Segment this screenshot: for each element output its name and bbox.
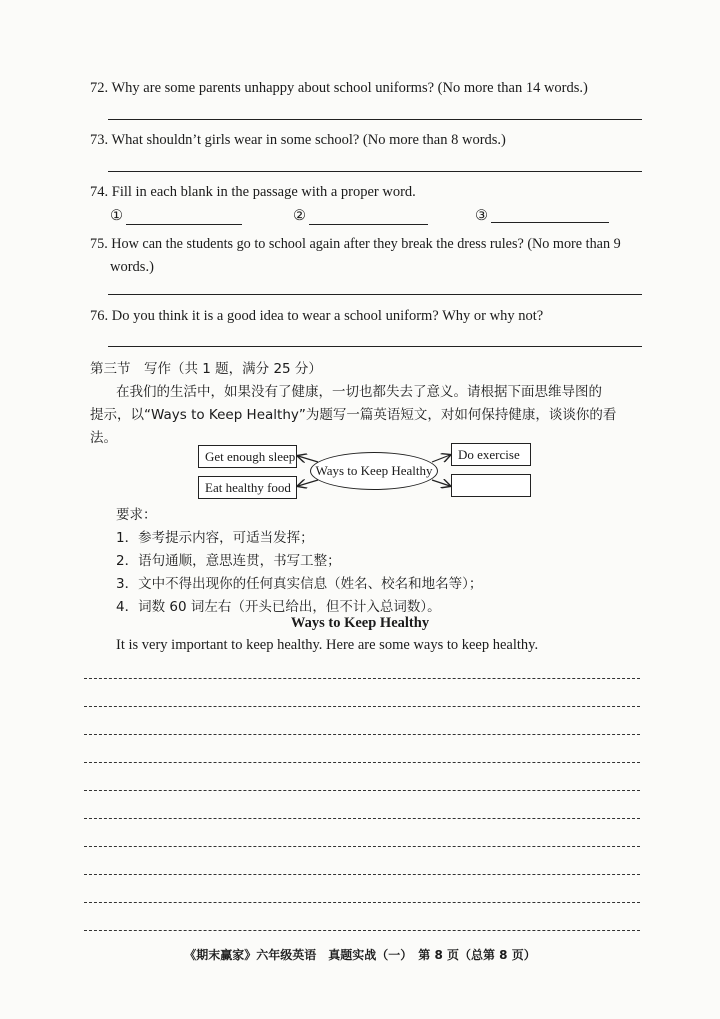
section-title: 第三节 写作（共 1 题，满分 25 分） bbox=[90, 361, 322, 377]
question-76: 76. Do you think it is a good idea to wear a school uniform? Why or why not? bbox=[90, 308, 544, 324]
writing-line[interactable] bbox=[84, 846, 640, 847]
writing-line[interactable] bbox=[84, 678, 640, 679]
question-75-line-1: 75. How can the students go to school again after they break the dress rules? (No more than 9 bbox=[90, 236, 621, 252]
writing-line[interactable] bbox=[84, 706, 640, 707]
essay-opening: It is very important to keep healthy. Here are some ways to keep healthy. bbox=[116, 637, 539, 653]
blank-marker-1: ① bbox=[110, 208, 123, 224]
answer-line-72[interactable] bbox=[108, 119, 642, 120]
writing-line[interactable] bbox=[84, 874, 640, 875]
blank-marker-3: ③ bbox=[475, 208, 488, 224]
instruction-line-1: 在我们的生活中，如果没有了健康，一切也都失去了意义。请根据下面思维导图的 bbox=[116, 384, 602, 400]
writing-line[interactable] bbox=[84, 902, 640, 903]
question-72: 72. Why are some parents unhappy about school uniforms? (No more than 14 words.) bbox=[90, 80, 588, 96]
question-75-line-2: words.) bbox=[110, 259, 154, 275]
instruction-line-2: 提示，以“Ways to Keep Healthy”为题写一篇英语短文，对如何保持健康，谈谈你的看 bbox=[90, 407, 617, 423]
writing-line[interactable] bbox=[84, 734, 640, 735]
requirement-3: 3．文中不得出现你的任何真实信息（姓名、校名和地名等）； bbox=[116, 576, 483, 592]
question-73: 73. What shouldn’t girls wear in some school? (No more than 8 words.) bbox=[90, 132, 506, 148]
instruction-line-3: 法。 bbox=[90, 430, 117, 446]
requirement-4: 4．词数 60 词左右（开头已给出，但不计入总词数）。 bbox=[116, 599, 441, 615]
mindmap-center: Ways to Keep Healthy bbox=[310, 452, 438, 490]
blank-marker-2: ② bbox=[293, 208, 306, 224]
question-74: 74. Fill in each blank in the passage with a proper word. bbox=[90, 184, 416, 200]
answer-line-73[interactable] bbox=[108, 171, 642, 172]
requirements-title: 要求： bbox=[116, 507, 157, 523]
mindmap-node-food: Eat healthy food bbox=[198, 476, 297, 499]
writing-line[interactable] bbox=[84, 762, 640, 763]
mindmap-node-empty[interactable] bbox=[451, 474, 531, 497]
blank-line-3[interactable] bbox=[491, 222, 609, 223]
requirement-1: 1．参考提示内容，可适当发挥； bbox=[116, 530, 314, 546]
writing-line[interactable] bbox=[84, 930, 640, 931]
page-footer: 《期末赢家》六年级英语 真题实战（一） 第 8 页（总第 8 页） bbox=[184, 948, 536, 962]
mindmap-node-sleep: Get enough sleep bbox=[198, 445, 297, 468]
writing-line[interactable] bbox=[84, 818, 640, 819]
requirement-2: 2．语句通顺，意思连贯，书写工整； bbox=[116, 553, 341, 569]
writing-line[interactable] bbox=[84, 790, 640, 791]
mindmap-node-exercise: Do exercise bbox=[451, 443, 531, 466]
blank-line-2[interactable] bbox=[309, 224, 428, 225]
answer-line-75[interactable] bbox=[108, 294, 642, 295]
essay-title: Ways to Keep Healthy bbox=[290, 615, 430, 631]
answer-line-76[interactable] bbox=[108, 346, 642, 347]
blank-line-1[interactable] bbox=[126, 224, 242, 225]
